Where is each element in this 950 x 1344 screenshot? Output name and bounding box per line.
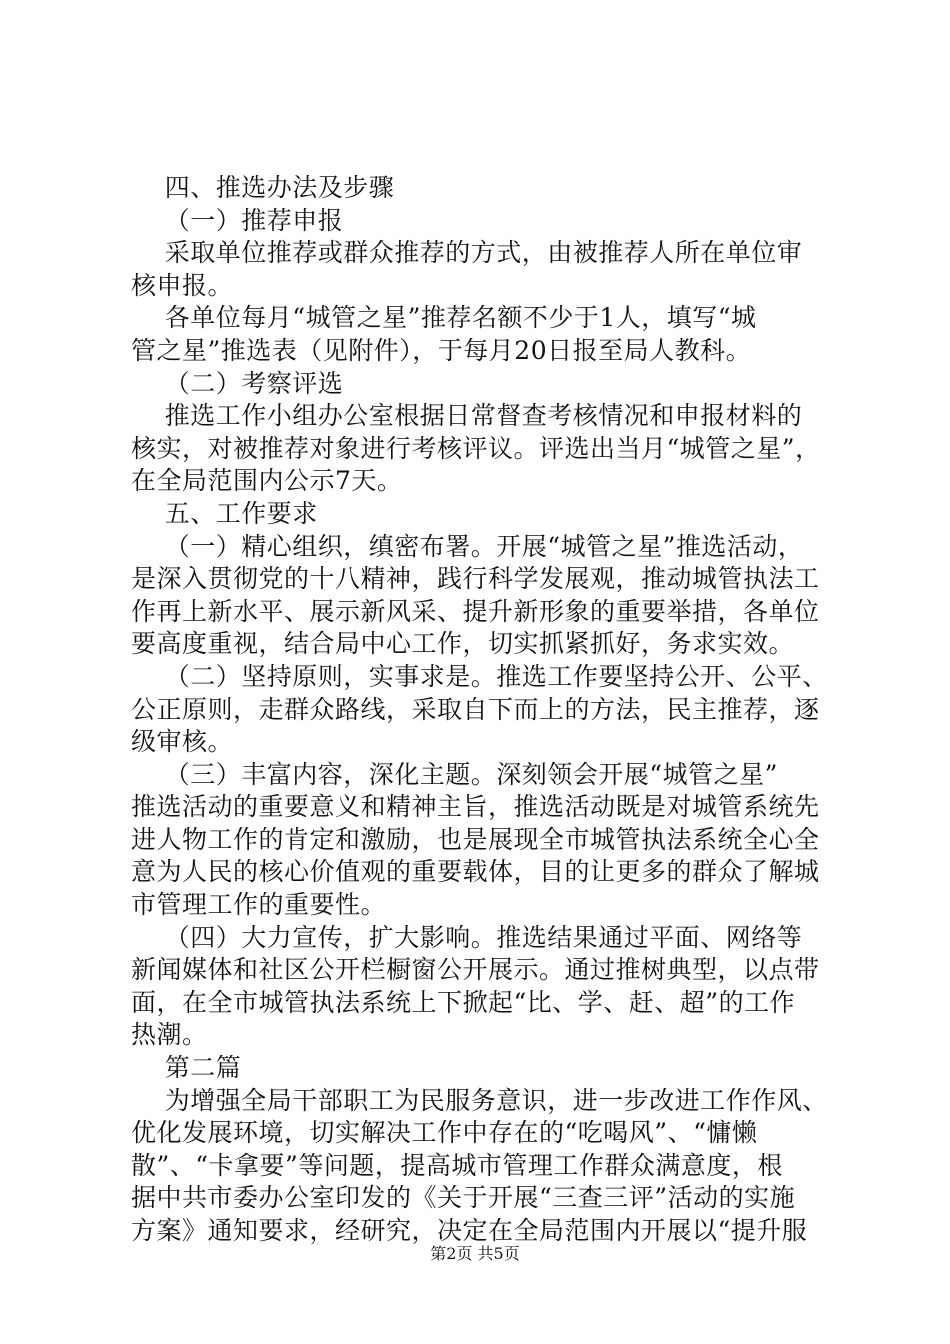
text-line: 市管理工作的重要性。 bbox=[131, 890, 387, 920]
text-line: 优化发展环境，切实解决工作中存在的“吃喝风”、“慵懒 bbox=[131, 1118, 758, 1148]
text-line: 据中共市委办公室印发的《关于开展“三查三评”活动的实施 bbox=[131, 1183, 796, 1213]
text-line: 散”、“卡拿要”等问题，提高城市管理工作群众满意度，根 bbox=[131, 1150, 783, 1180]
text-line: 采取单位推荐或群众推荐的方式，由被推荐人所在单位审 bbox=[131, 238, 803, 268]
text-line: （二）坚持原则，实事求是。推选工作要坚持公开、公平、 bbox=[131, 661, 828, 691]
text-line: 在全局范围内公示7天。 bbox=[131, 466, 403, 496]
document-body bbox=[131, 172, 831, 1248]
text-line: （二）考察评选 bbox=[131, 368, 344, 398]
text-line: （一）推荐申报 bbox=[131, 205, 344, 235]
text-line: （一）精心组织，缜密布署。开展“城管之星”推选活动， bbox=[131, 531, 804, 561]
text-line: 进人物工作的肯定和激励，也是展现全市城管执法系统全心全 bbox=[131, 824, 820, 854]
text-line: 五、工作要求 bbox=[131, 498, 318, 528]
text-line: 热潮。 bbox=[131, 1020, 208, 1050]
text-line: 核实，对被推荐对象进行考核评议。评选出当月“城管之星”， bbox=[131, 433, 821, 463]
text-line: 意为人民的核心价值观的重要载体，目的让更多的群众了解城 bbox=[131, 857, 820, 887]
text-line: （三）丰富内容，深化主题。深刻领会开展“城管之星” bbox=[131, 759, 778, 789]
text-line: 推选活动的重要意义和精神主旨，推选活动既是对城管系统先 bbox=[131, 792, 820, 822]
text-line: 管之星”推选表（见附件），于每月20日报至局人教科。 bbox=[131, 335, 752, 365]
text-line: 公正原则，走群众路线，采取自下而上的方法，民主推荐，逐 bbox=[131, 694, 820, 724]
text-line: 要高度重视，结合局中心工作，切实抓紧抓好，务求实效。 bbox=[131, 629, 795, 659]
text-line: 面，在全市城管执法系统上下掀起“比、学、赶、超”的工作 bbox=[131, 987, 796, 1017]
text-line: 推选工作小组办公室根据日常督查考核情况和申报材料的 bbox=[131, 401, 803, 431]
text-line: 方案》通知要求，经研究，决定在全局范围内开展以“提升服 bbox=[131, 1216, 808, 1245]
text-line: 作再上新水平、展示新风采、提升新形象的重要举措，各单位 bbox=[131, 596, 820, 626]
text-line: 是深入贯彻党的十八精神，践行科学发展观，推动城管执法工 bbox=[131, 564, 820, 594]
text-line: 级审核。 bbox=[131, 727, 234, 757]
text-line: 新闻媒体和社区公开栏橱窗公开展示。通过推树典型，以点带 bbox=[131, 955, 820, 985]
text-line: （四）大力宣传，扩大影响。推选结果通过平面、网络等 bbox=[131, 922, 803, 952]
text-line: 核申报。 bbox=[131, 270, 234, 300]
text-line: 各单位每月“城管之星”推荐名额不少于1人，填写“城 bbox=[131, 303, 757, 333]
text-line: 四、推选办法及步骤 bbox=[131, 173, 395, 202]
text-line: 为增强全局干部职工为民服务意识，进一步改进工作作风、 bbox=[131, 1085, 828, 1115]
page-footer: 第2页 共5页 bbox=[430, 1244, 520, 1263]
text-line: 第二篇 bbox=[131, 1053, 242, 1083]
